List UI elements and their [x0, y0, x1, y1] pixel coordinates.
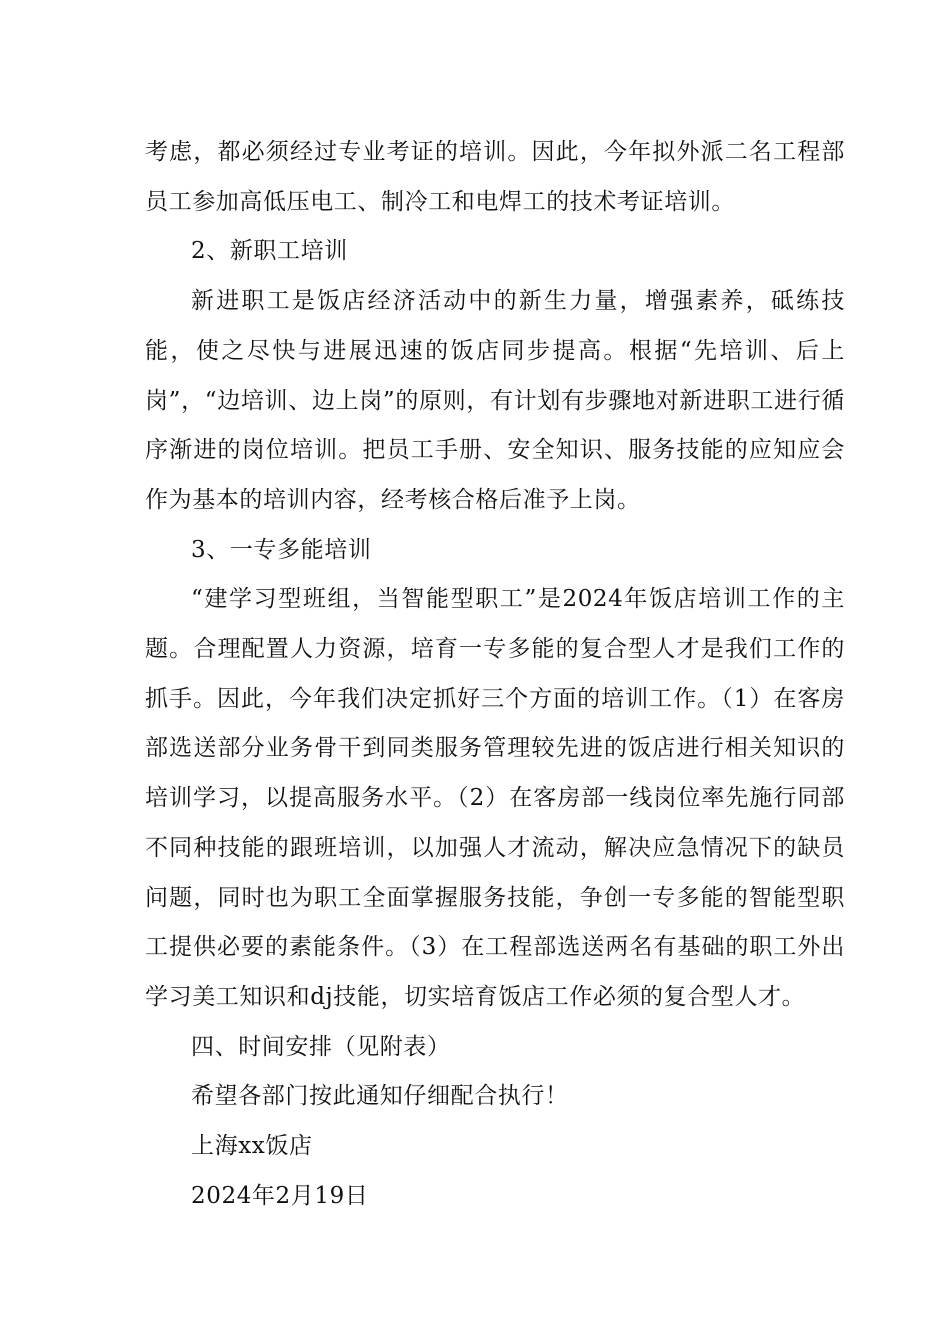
section-heading-multi-skill-training: 3、一专多能培训 [191, 536, 372, 563]
paragraph-multi-skill-training: “建学习型班组，当智能型职工”是2024年饭店培训工作的主题。合理配置人力资源，培育一专多能的复合型人才是我们工作的抓手。因此，今年我们决定抓好三个方面的培训工作。（1）在客房部选送部分业务骨干到同类服务管理较先进的饭店进行相关知识的培训学习，以提高服务水平。（2）在客房部一线岗位率先施行同部不同种技能的跟班培训，以加强人才流动，解决应急情况下的缺员问题，同时也为职工全面掌握服务技能，争创一专多能的智能型职工提供必要的素能条件。（3）在工程部选送两名有基础的职工外出学习美工知识和dj技能，切实培育饭店工作必须的复合型人才。 [145, 586, 845, 1010]
signature-organization: 上海xx饭店 [191, 1133, 313, 1160]
paragraph-new-staff-training: 新进职工是饭店经济活动中的新生力量，增强素养，砥练技能，使之尽快与进展迅速的饭店同步提高。根据“先培训、后上岗”，“边培训、边上岗”的原则，有计划有步骤地对新进职工进行循序渐进的岗位培训。把员工手册、安全知识、服务技能的应知应会作为基本的培训内容，经考核合格后准予上岗。 [145, 288, 845, 513]
signature-date: 2024年2月19日 [191, 1182, 369, 1209]
paragraph-continuation: 考虑，都必须经过专业考证的培训。因此，今年拟外派二名工程部员工参加高低压电工、制冷工和电焊工的技术考证培训。 [145, 139, 845, 215]
document-body [145, 128, 845, 1221]
section-heading-schedule: 四、时间安排（见附表） [191, 1033, 451, 1060]
section-heading-new-staff-training: 2、新职工培训 [191, 238, 348, 265]
paragraph-closing-request: 希望各部门按此通知仔细配合执行！ [191, 1083, 569, 1110]
